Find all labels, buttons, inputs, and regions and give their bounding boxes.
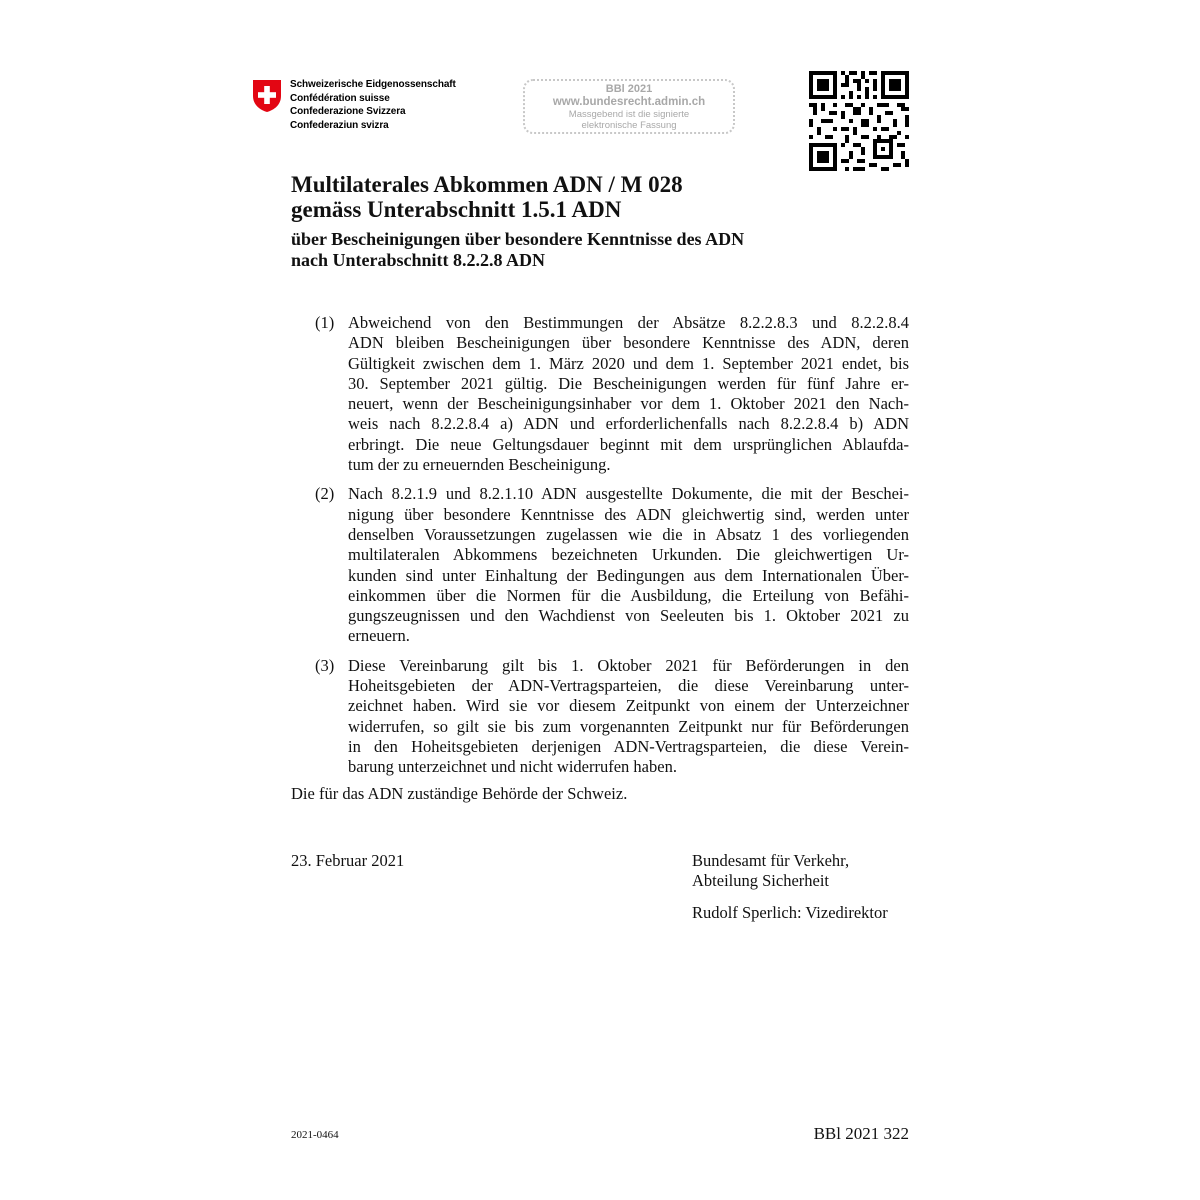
document-body — [291, 313, 909, 804]
paragraph-line: 30. September 2021 gültig. Die Bescheinigungen werden für fünf Jahre er- — [348, 373, 909, 393]
paragraph-line: weis nach 8.2.2.8.4 a) ADN und erforderlichenfalls nach 8.2.2.8.4 b) ADN — [348, 414, 909, 434]
paragraph-line: zeichnet haben. Wird sie vor diesem Zeitpunkt von einem der Unterzeichner — [348, 696, 909, 716]
paragraph-line: denselben Voraussetzungen zugelassen wie die in Absatz 1 des vorliegenden — [348, 524, 909, 544]
paragraph-line: nigung über besondere Kenntnisse des ADN gleichwertig sind, werden unter — [348, 504, 909, 524]
paragraph-text — [348, 484, 909, 646]
stamp-line-1: BBl 2021 — [605, 83, 653, 95]
paragraph-line: erneuern. — [348, 626, 410, 646]
numbered-paragraph — [291, 484, 909, 646]
paragraph-line: multilateralen Abkommens bezeichneten Urkunden. Die gleichwertigen Ur- — [348, 545, 909, 565]
signer-name: Rudolf Sperlich: Vizedirektor — [692, 903, 888, 922]
document-number: 2021-0464 — [291, 1129, 339, 1141]
paragraph-line: ADN bleiben Bescheinigungen über besondere Kenntnisse des ADN, deren — [348, 333, 909, 353]
page-reference: BBl 2021 322 — [813, 1124, 909, 1143]
title-line-2: gemäss Unterabschnitt 1.5.1 ADN — [291, 197, 622, 222]
paragraph-line: Gültigkeit zwischen dem 1. März 2020 und dem 1. September 2021 endet, bis — [348, 353, 909, 373]
swiss-federal-logo — [252, 78, 456, 132]
paragraph-line: neuert, wenn der Bescheinigungsinhaber vor dem 1. Oktober 2021 den Nach- — [348, 394, 909, 414]
closing-statement: Die für das ADN zuständige Behörde der Schweiz. — [291, 783, 628, 803]
logo-line-rm: Confederaziun svizra — [290, 119, 389, 131]
logo-line-de: Schweizerische Eidgenossenschaft — [290, 79, 456, 90]
signer-office-line-2: Abteilung Sicherheit — [692, 871, 830, 890]
document-subtitle — [291, 229, 744, 271]
signature-block — [692, 851, 888, 923]
stamp-line-2: www.bundesrecht.admin.ch — [552, 96, 706, 108]
paragraph-text — [348, 313, 909, 475]
subtitle-line-2: nach Unterabschnitt 8.2.2.8 ADN — [291, 250, 546, 270]
paragraph-text — [348, 656, 909, 778]
qr-code-icon — [809, 71, 909, 171]
logo-line-it: Confederazione Svizzera — [290, 106, 406, 117]
logo-text — [290, 78, 456, 132]
paragraph-number: (3) — [315, 655, 335, 675]
logo-line-fr: Confédération suisse — [290, 92, 390, 104]
subtitle-line-1: über Bescheinigungen über besondere Kenntnisse des ADN — [291, 229, 745, 249]
title-line-1: Multilaterales Abkommen ADN / M 028 — [291, 172, 683, 197]
paragraph-line: Abweichend von den Bestimmungen der Absätze 8.2.2.8.3 und 8.2.2.8.4 — [348, 313, 909, 332]
paragraph-number: (1) — [315, 313, 335, 332]
paragraph-list — [291, 313, 909, 778]
stamp-line-3: Massgebend ist die signierte — [568, 109, 690, 120]
swiss-shield-icon — [252, 79, 282, 113]
stamp-line-4: elektronische Fassung — [581, 120, 677, 131]
paragraph-line: einkommen über die Normen für die Ausbildung, die Erteilung von Befähi- — [348, 585, 909, 605]
signature-stamp — [523, 79, 735, 134]
numbered-paragraph — [291, 656, 909, 778]
paragraph-line: erbringt. Die neue Geltungsdauer beginnt mit dem ursprünglichen Ablaufda- — [348, 434, 909, 454]
signer-office-line-1: Bundesamt für Verkehr, — [692, 851, 850, 870]
document-date: 23. Februar 2021 — [291, 851, 405, 870]
paragraph-line: Nach 8.2.1.9 und 8.2.1.10 ADN ausgestellte Dokumente, die mit der Beschei- — [348, 484, 909, 504]
paragraph-line: widerrufen, so gilt sie bis zum vorgenannten Zeitpunkt nur für Beförderungen — [348, 716, 909, 736]
paragraph-line: Diese Vereinbarung gilt bis 1. Oktober 2021 für Beförderungen in den — [348, 655, 909, 675]
paragraph-line: Hoheitsgebieten der ADN-Vertragsparteien, die diese Vereinbarung unter- — [348, 676, 909, 696]
paragraph-line: kunden sind unter Einhaltung der Bedingungen aus dem Internationalen Über- — [348, 565, 909, 585]
numbered-paragraph — [291, 313, 909, 475]
document-title — [291, 172, 683, 222]
paragraph-number: (2) — [315, 484, 335, 504]
paragraph-line: barung unterzeichnet und nicht widerrufen haben. — [348, 757, 677, 777]
paragraph-line: in den Hoheitsgebieten derjenigen ADN-Vertragsparteien, die diese Verein- — [348, 736, 909, 756]
paragraph-line: gungszeugnissen und den Wachdienst von Seeleuten bis 1. Oktober 2021 zu — [348, 606, 909, 626]
paragraph-line: tum der zu erneuernden Bescheinigung. — [348, 455, 611, 475]
